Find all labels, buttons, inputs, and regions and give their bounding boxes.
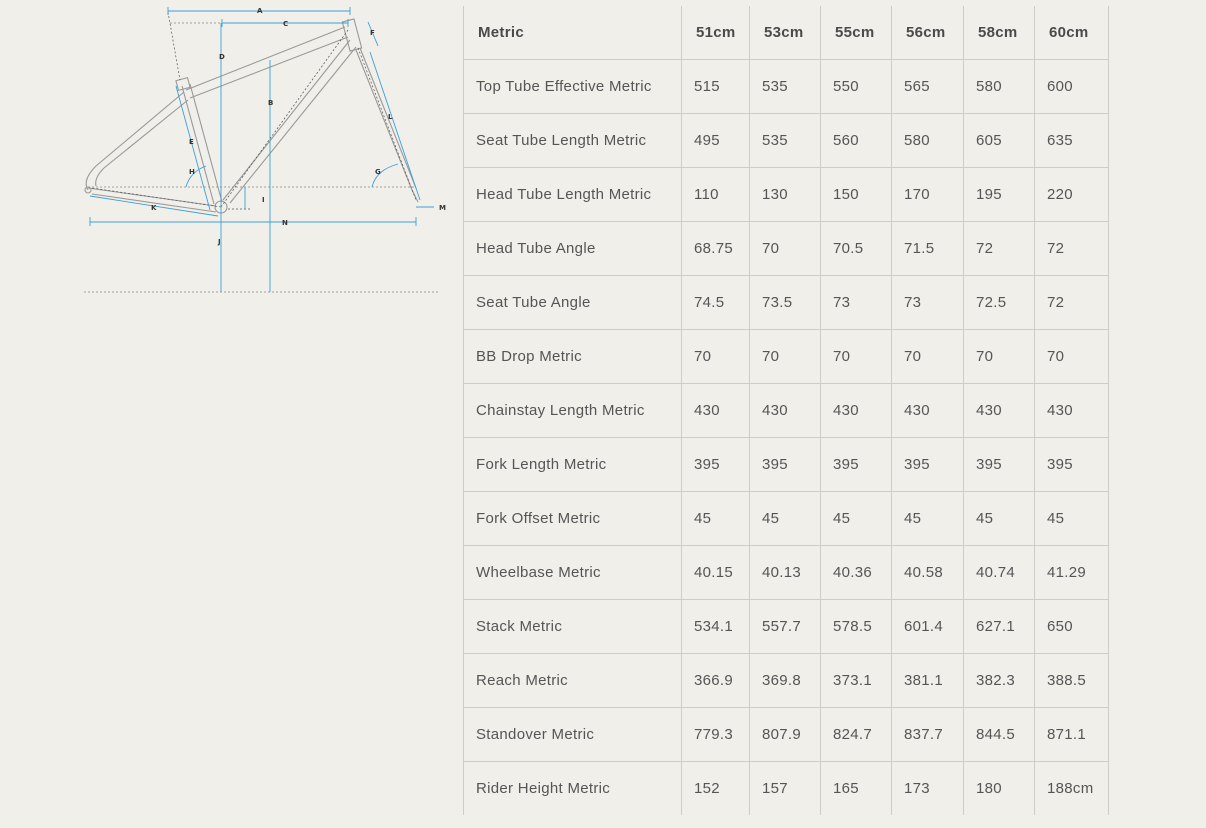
metric-value-cell: 173 (892, 762, 964, 816)
metric-value-cell: 152 (682, 762, 750, 816)
table-row (464, 222, 1109, 276)
metric-value-cell: 395 (821, 438, 892, 492)
metric-value-cell: 373.1 (821, 654, 892, 708)
metric-value-cell: 70 (821, 330, 892, 384)
metric-value-cell: 430 (892, 384, 964, 438)
geometry-table (463, 6, 1109, 815)
metric-value-cell: 188cm (1035, 762, 1109, 816)
column-header-size: 53cm (750, 6, 821, 60)
metric-value-cell: 71.5 (892, 222, 964, 276)
dimension-label: C (283, 20, 289, 28)
table-row (464, 762, 1109, 816)
metric-value-cell: 72 (1035, 222, 1109, 276)
table-row (464, 60, 1109, 114)
table-row (464, 654, 1109, 708)
metric-value-cell: 779.3 (682, 708, 750, 762)
dimension-label: F (370, 29, 375, 37)
table-row (464, 438, 1109, 492)
dimension-label: K (151, 204, 157, 212)
metric-value-cell: 70 (892, 330, 964, 384)
metric-value-cell: 70 (750, 222, 821, 276)
metric-value-cell: 601.4 (892, 600, 964, 654)
dimension-label: M (439, 204, 446, 212)
metric-value-cell: 605 (964, 114, 1035, 168)
metric-value-cell: 578.5 (821, 600, 892, 654)
metric-value-cell: 70 (682, 330, 750, 384)
table-row (464, 168, 1109, 222)
metric-value-cell: 395 (750, 438, 821, 492)
metric-value-cell: 430 (750, 384, 821, 438)
metric-value-cell: 366.9 (682, 654, 750, 708)
metric-value-cell: 150 (821, 168, 892, 222)
metric-value-cell: 70.5 (821, 222, 892, 276)
metric-value-cell: 580 (892, 114, 964, 168)
metric-value-cell: 45 (750, 492, 821, 546)
metric-value-cell: 70 (750, 330, 821, 384)
column-header-size: 60cm (1035, 6, 1109, 60)
dimension-label: D (219, 53, 225, 61)
metric-name-cell: Reach Metric (464, 654, 682, 708)
table-row (464, 708, 1109, 762)
metric-value-cell: 837.7 (892, 708, 964, 762)
metric-value-cell: 68.75 (682, 222, 750, 276)
metric-value-cell: 195 (964, 168, 1035, 222)
metric-value-cell: 73 (821, 276, 892, 330)
dimension-label: H (189, 168, 195, 176)
metric-value-cell: 381.1 (892, 654, 964, 708)
dimension-label: I (262, 196, 265, 204)
dimension-lines (90, 7, 434, 292)
metric-value-cell: 395 (964, 438, 1035, 492)
metric-value-cell: 220 (1035, 168, 1109, 222)
metric-value-cell: 580 (964, 60, 1035, 114)
metric-name-cell: Fork Offset Metric (464, 492, 682, 546)
metric-value-cell: 73.5 (750, 276, 821, 330)
metric-value-cell: 45 (821, 492, 892, 546)
dimension-label: A (257, 7, 263, 15)
metric-name-cell: Seat Tube Angle (464, 276, 682, 330)
metric-name-cell: Rider Height Metric (464, 762, 682, 816)
metric-value-cell: 430 (821, 384, 892, 438)
metric-value-cell: 72 (964, 222, 1035, 276)
metric-name-cell: Seat Tube Length Metric (464, 114, 682, 168)
metric-value-cell: 70 (964, 330, 1035, 384)
table-row (464, 492, 1109, 546)
metric-value-cell: 560 (821, 114, 892, 168)
metric-value-cell: 395 (682, 438, 750, 492)
metric-name-cell: BB Drop Metric (464, 330, 682, 384)
table-row (464, 546, 1109, 600)
metric-value-cell: 170 (892, 168, 964, 222)
metric-value-cell: 40.58 (892, 546, 964, 600)
metric-value-cell: 565 (892, 60, 964, 114)
metric-value-cell: 430 (1035, 384, 1109, 438)
metric-name-cell: Standover Metric (464, 708, 682, 762)
table-row (464, 114, 1109, 168)
dimension-label: E (189, 138, 194, 146)
metric-value-cell: 45 (964, 492, 1035, 546)
metric-name-cell: Top Tube Effective Metric (464, 60, 682, 114)
dimension-labels (151, 7, 446, 246)
metric-value-cell: 807.9 (750, 708, 821, 762)
metric-value-cell: 395 (892, 438, 964, 492)
metric-name-cell: Stack Metric (464, 600, 682, 654)
metric-value-cell: 395 (1035, 438, 1109, 492)
metric-value-cell: 430 (682, 384, 750, 438)
table-header-row (464, 6, 1109, 60)
metric-value-cell: 627.1 (964, 600, 1035, 654)
metric-value-cell: 40.36 (821, 546, 892, 600)
metric-value-cell: 495 (682, 114, 750, 168)
metric-value-cell: 165 (821, 762, 892, 816)
metric-value-cell: 535 (750, 60, 821, 114)
metric-value-cell: 635 (1035, 114, 1109, 168)
bike-frame (85, 19, 418, 213)
metric-value-cell: 130 (750, 168, 821, 222)
metric-value-cell: 41.29 (1035, 546, 1109, 600)
metric-value-cell: 157 (750, 762, 821, 816)
dimension-label: J (218, 238, 221, 246)
frame-geometry-diagram (80, 4, 452, 300)
metric-value-cell: 45 (682, 492, 750, 546)
metric-value-cell: 72.5 (964, 276, 1035, 330)
metric-value-cell: 557.7 (750, 600, 821, 654)
table-row (464, 330, 1109, 384)
metric-value-cell: 550 (821, 60, 892, 114)
metric-value-cell: 600 (1035, 60, 1109, 114)
metric-value-cell: 871.1 (1035, 708, 1109, 762)
metric-value-cell: 388.5 (1035, 654, 1109, 708)
metric-name-cell: Head Tube Length Metric (464, 168, 682, 222)
metric-value-cell: 824.7 (821, 708, 892, 762)
table-body (464, 60, 1109, 816)
table-row (464, 384, 1109, 438)
dimension-label: L (388, 113, 393, 121)
metric-value-cell: 844.5 (964, 708, 1035, 762)
metric-value-cell: 534.1 (682, 600, 750, 654)
metric-value-cell: 74.5 (682, 276, 750, 330)
metric-name-cell: Fork Length Metric (464, 438, 682, 492)
column-header-size: 55cm (821, 6, 892, 60)
metric-value-cell: 369.8 (750, 654, 821, 708)
metric-value-cell: 45 (1035, 492, 1109, 546)
metric-value-cell: 72 (1035, 276, 1109, 330)
metric-name-cell: Head Tube Angle (464, 222, 682, 276)
metric-name-cell: Chainstay Length Metric (464, 384, 682, 438)
metric-value-cell: 180 (964, 762, 1035, 816)
metric-value-cell: 382.3 (964, 654, 1035, 708)
dimension-label: B (268, 99, 274, 107)
metric-value-cell: 40.13 (750, 546, 821, 600)
metric-value-cell: 70 (1035, 330, 1109, 384)
metric-value-cell: 40.15 (682, 546, 750, 600)
dimension-label: G (375, 168, 381, 176)
metric-name-cell: Wheelbase Metric (464, 546, 682, 600)
metric-value-cell: 110 (682, 168, 750, 222)
column-header-size: 51cm (682, 6, 750, 60)
dimension-label: N (282, 219, 288, 227)
metric-value-cell: 45 (892, 492, 964, 546)
column-header-size: 56cm (892, 6, 964, 60)
metric-value-cell: 515 (682, 60, 750, 114)
column-header-metric: Metric (464, 6, 682, 60)
table-row (464, 276, 1109, 330)
column-header-size: 58cm (964, 6, 1035, 60)
table-row (464, 600, 1109, 654)
metric-value-cell: 535 (750, 114, 821, 168)
metric-value-cell: 40.74 (964, 546, 1035, 600)
metric-value-cell: 430 (964, 384, 1035, 438)
metric-value-cell: 73 (892, 276, 964, 330)
metric-value-cell: 650 (1035, 600, 1109, 654)
